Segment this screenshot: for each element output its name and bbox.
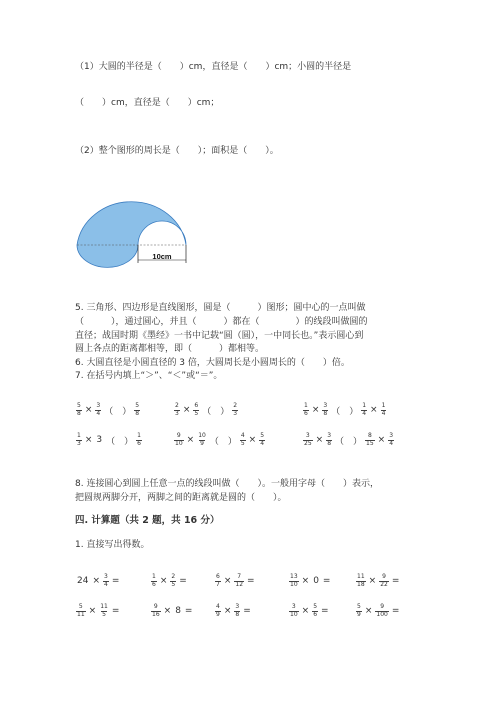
numerator: 4: [216, 603, 220, 610]
fraction: [76, 403, 82, 417]
fraction: [193, 403, 199, 417]
numerator: 9: [382, 573, 386, 580]
calc-item: [214, 604, 253, 618]
compare-item: [75, 403, 141, 417]
calc-item: [355, 604, 401, 618]
integer: 24: [77, 576, 89, 586]
fraction: [174, 433, 184, 447]
numerator: 9: [153, 603, 158, 610]
numerator: 6: [194, 402, 199, 409]
numerator: 1: [381, 402, 386, 409]
fraction: [356, 604, 362, 618]
calc-item: [214, 574, 257, 588]
compare-item: [302, 403, 387, 417]
q5-line4: 圆上各点的距离都相等，即（ ）都相等。: [75, 344, 265, 354]
fraction: [322, 403, 328, 417]
denominator: 12: [235, 580, 244, 588]
denominator: 25: [304, 439, 312, 447]
times-sign: ×: [186, 435, 195, 445]
fraction: [388, 433, 394, 447]
times-sign: ×: [368, 576, 377, 586]
fraction: [215, 604, 221, 618]
calc-item: [355, 574, 401, 588]
times-sign: ×: [163, 606, 172, 616]
times-sign: ×: [248, 435, 257, 445]
calc-item: [75, 574, 121, 588]
integer: 3: [96, 435, 103, 445]
equals-sign: =: [321, 606, 329, 616]
fraction: [289, 574, 299, 588]
denominator: 4: [362, 409, 367, 417]
numerator: 9: [380, 603, 385, 610]
denominator: 8: [327, 439, 332, 447]
numerator: 1: [152, 573, 156, 580]
numerator: 2: [233, 402, 238, 409]
numerator: 3: [235, 603, 240, 610]
fraction: [289, 604, 299, 618]
numerator: 3: [389, 432, 394, 439]
times-sign: ×: [88, 606, 97, 616]
numerator: 5: [135, 402, 140, 409]
section-title: 四. 计算题（共 2 题，共 16 分）: [75, 515, 220, 526]
calc-item: [150, 604, 194, 618]
numerator: 3: [323, 402, 328, 409]
q5-line3: 直径；战国时期《墨经》一书中记载“圆（圆），一中同长也。”表示圆心到: [75, 331, 364, 341]
times-sign: ×: [159, 576, 168, 586]
numerator: 3: [96, 402, 101, 409]
equals-sign: =: [391, 606, 400, 616]
denominator: 22: [380, 580, 388, 588]
answer-paren[interactable]: （ ）: [209, 436, 237, 447]
numerator: 10: [198, 432, 206, 439]
equals-sign: =: [179, 576, 187, 586]
fraction: [356, 574, 366, 588]
compare-item: [173, 403, 239, 417]
fraction: [134, 403, 140, 417]
q8-line2: 把圆规两脚分开，两脚之间的距离就是圆的（ ）。: [75, 493, 287, 503]
times-sign: ×: [92, 576, 100, 586]
denominator: 100: [376, 610, 388, 618]
q5-line1: 5. 三角形、四边形是直线图形，圆是（ ）图形；圆中心的一点叫做: [75, 303, 366, 313]
numerator: 13: [290, 573, 298, 580]
fraction: [103, 574, 109, 588]
denominator: 9: [216, 610, 220, 618]
numerator: 11: [100, 603, 108, 610]
fraction: [361, 403, 367, 417]
answer-paren[interactable]: （ ）: [202, 406, 230, 417]
q6-line: 6. 大圆直径是小圆直径的 3 倍，大圆周长是小圆周长的（ ）倍。: [75, 358, 350, 368]
denominator: 3: [175, 409, 179, 417]
fraction: [151, 604, 161, 618]
compare-item: [75, 433, 143, 447]
denominator: 5: [102, 610, 106, 618]
denominator: 6: [137, 439, 141, 447]
answer-paren[interactable]: （ ）: [335, 436, 363, 447]
denominator: 4: [389, 439, 394, 447]
q8-line1: 8. 连接圆心到圆上任意一点的线段叫做（ ）。一般用字母（ ）表示，: [75, 479, 379, 489]
denominator: 5: [171, 580, 176, 588]
integer: 0: [313, 576, 319, 586]
denominator: 9: [357, 610, 361, 618]
equals-sign: =: [391, 576, 400, 586]
numerator: 8: [367, 432, 372, 439]
denominator: 16: [152, 610, 160, 618]
denominator: 10: [175, 439, 183, 447]
fraction: [76, 604, 86, 618]
numerator: 2: [175, 402, 179, 409]
fraction: [379, 574, 389, 588]
numerator: 1: [137, 432, 141, 439]
numerator: 1: [304, 402, 308, 409]
fraction: [234, 574, 244, 588]
times-sign: ×: [301, 606, 310, 616]
compare-item: [173, 433, 266, 447]
numerator: 5: [78, 603, 83, 610]
fraction: [312, 604, 318, 618]
denominator: 3: [77, 439, 81, 447]
denominator: 6: [313, 610, 318, 618]
times-sign: ×: [84, 405, 93, 415]
denominator: 4: [381, 409, 386, 417]
denominator: 8: [323, 409, 328, 417]
calc-item: [75, 604, 121, 618]
times-sign: ×: [315, 435, 324, 445]
fraction: [232, 403, 238, 417]
denominator: 11: [77, 610, 85, 618]
calc-item: [288, 604, 331, 618]
equals-sign: =: [184, 606, 193, 616]
fraction: [136, 433, 142, 447]
denominator: 5: [194, 409, 199, 417]
fraction: [174, 403, 180, 417]
denominator: 5: [240, 439, 245, 447]
denominator: 8: [135, 409, 140, 417]
answer-paren[interactable]: （ ）: [104, 406, 132, 417]
denominator: 4: [96, 409, 101, 417]
times-sign: ×: [377, 435, 386, 445]
denominator: 9: [200, 439, 204, 447]
numerator: 3: [327, 432, 332, 439]
denominator: 15: [366, 439, 374, 447]
numerator: 5: [357, 603, 361, 610]
compare-item: [302, 433, 395, 447]
fraction: [259, 433, 265, 447]
equals-sign: =: [247, 576, 255, 586]
fraction: [326, 433, 332, 447]
numerator: 1: [362, 402, 367, 409]
numerator: 5: [260, 432, 265, 439]
numerator: 1: [77, 432, 81, 439]
integer: 8: [175, 606, 181, 616]
answer-paren[interactable]: （ ）: [106, 436, 134, 447]
times-sign: ×: [223, 576, 232, 586]
fraction: [197, 433, 207, 447]
fraction: [303, 433, 313, 447]
numerator: 5: [313, 603, 318, 610]
fraction: [381, 403, 387, 417]
times-sign: ×: [182, 405, 191, 415]
fraction: [303, 403, 309, 417]
equals-sign: =: [111, 606, 120, 616]
denominator: 10: [290, 580, 298, 588]
q1-line2: （ ）cm，直径是（ ）cm；: [75, 98, 220, 108]
calc-item: [150, 574, 189, 588]
fraction: [365, 433, 375, 447]
denominator: 8: [77, 409, 81, 417]
fraction: [234, 604, 240, 618]
numerator: 2: [171, 573, 176, 580]
times-sign: ×: [301, 576, 310, 586]
denominator: 18: [357, 580, 365, 588]
calc-item: [288, 574, 332, 588]
equals-sign: =: [111, 576, 120, 586]
numerator: 3: [104, 573, 108, 580]
fraction: [375, 604, 388, 618]
q2-line: （2）整个图形的周长是（ ）；面积是（ ）。: [75, 146, 279, 156]
denominator: 4: [104, 580, 108, 588]
numerator: 11: [357, 573, 365, 580]
q1-line1: （1）大圆的半径是（ ）cm，直径是（ ）cm；小圆的半径是: [75, 62, 352, 72]
fraction: [215, 574, 221, 588]
fraction: [170, 574, 176, 588]
times-sign: ×: [364, 606, 373, 616]
fraction: [76, 433, 82, 447]
denominator: 7: [216, 580, 220, 588]
denominator: 4: [260, 439, 265, 447]
times-sign: ×: [84, 435, 93, 445]
answer-paren[interactable]: （ ）: [331, 406, 359, 417]
numerator: 3: [305, 432, 310, 439]
denominator: 6: [152, 580, 156, 588]
times-sign: ×: [370, 405, 378, 415]
fraction: [99, 604, 109, 618]
numerator: 6: [216, 573, 220, 580]
q5-line2: （ ），通过圆心，并且（ ）都在（ ）的线段叫做圆的: [75, 317, 368, 327]
q7-line: 7. 在括号内填上“＞”、“＜”或“＝”。: [75, 371, 223, 381]
numerator: 7: [237, 573, 242, 580]
denominator: 8: [235, 610, 240, 618]
numerator: 4: [240, 432, 245, 439]
fraction: [240, 433, 246, 447]
denominator: 10: [290, 610, 298, 618]
denominator: 6: [304, 409, 308, 417]
calc-intro: 1. 直接写出得数。: [75, 540, 150, 550]
numerator: 3: [291, 603, 296, 610]
equals-sign: =: [322, 576, 331, 586]
numerator: 5: [77, 402, 81, 409]
times-sign: ×: [311, 405, 320, 415]
times-sign: ×: [223, 606, 232, 616]
denominator: 3: [233, 409, 238, 417]
figure-label: 10cm: [152, 252, 172, 261]
fraction: [151, 574, 157, 588]
fraction: [95, 403, 101, 417]
numerator: 9: [176, 432, 181, 439]
equals-sign: =: [243, 606, 251, 616]
semicircle-figure: [74, 192, 194, 272]
